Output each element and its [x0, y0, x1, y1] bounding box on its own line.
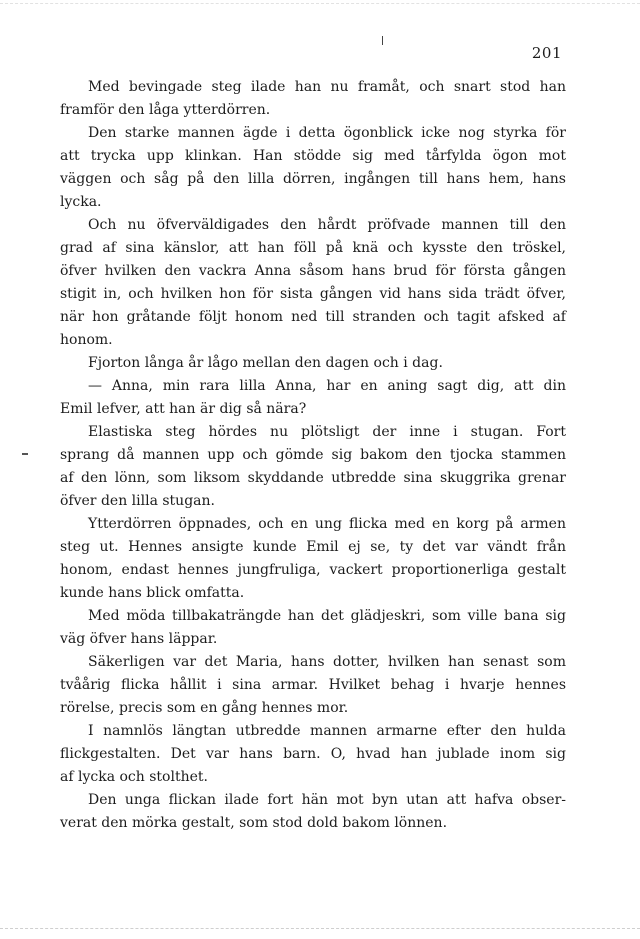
text-line: Säkerligen var det Maria, hans dotter, hvilken han senast som	[88, 654, 566, 670]
text-line: af lycka och stolthet.	[60, 769, 208, 785]
paragraph	[60, 375, 566, 421]
scan-speck	[382, 36, 383, 45]
text-line: I namnlös längtan utbredde mannen armarne efter den hulda	[88, 723, 566, 739]
text-line: Med möda tillbakaträngde han det glädjeskri, som ville bana sig	[88, 608, 566, 624]
text-line: när hon gråtande följt honom ned till stranden och tagit afsked af	[60, 309, 566, 325]
text-line: Fjorton långa år lågo mellan den dagen och i dag.	[88, 355, 443, 371]
text-line: tvåårig flicka hållit i sina armar. Hvilket behag i hvarje hennes	[60, 677, 566, 693]
text-line: verat den mörka gestalt, som stod dold bakom lönnen.	[60, 815, 448, 831]
text-line: Emil lefver, att han är dig så nära?	[60, 401, 307, 417]
paragraph	[60, 214, 566, 352]
text-line: af den lönn, som liksom skyddande utbredde sina skuggrika grenar	[60, 470, 566, 486]
paragraph	[60, 122, 566, 214]
paragraph	[60, 651, 566, 720]
text-line: kunde hans blick omfatta.	[60, 585, 245, 601]
text-line: grad af sina känslor, att han föll på knä och kysste den tröskel,	[60, 240, 566, 256]
scan-edge-bottom	[0, 928, 640, 929]
text-line: steg ut. Hennes ansigte kunde Emil ej se, ty det var vändt från	[60, 539, 566, 555]
text-line: att trycka upp klinkan. Han stödde sig med tårfylda ögon mot	[60, 148, 566, 164]
paragraph	[60, 513, 566, 605]
text-line: öfver den lilla stugan.	[60, 493, 215, 509]
paragraph	[60, 789, 566, 835]
paragraph	[60, 605, 566, 651]
text-line: stigit in, och hvilken hon för sista gången vid hans sida trädt öfver,	[60, 286, 566, 302]
paragraph	[60, 421, 566, 513]
text-line: öfver hvilken den vackra Anna såsom hans brud för första gången	[60, 263, 566, 279]
text-line: honom.	[60, 332, 113, 348]
text-line: framför den låga ytterdörren.	[60, 102, 271, 118]
text-line: honom, endast hennes jungfruliga, vackert proportionerliga gestalt	[60, 562, 566, 578]
text-line: rörelse, precis som en gång hennes mor.	[60, 700, 349, 716]
text-line: Den unga flickan ilade fort hän mot byn utan att hafva obser-	[88, 792, 566, 808]
text-line: Den starke mannen ägde i detta ögonblick icke nog styrka för	[88, 125, 566, 141]
page-number: 201	[531, 44, 562, 62]
text-line: väg öfver hans läppar.	[60, 631, 218, 647]
text-line: Elastiska steg hördes nu plötsligt der inne i stugan. Fort	[88, 424, 566, 440]
text-line: Ytterdörren öppnades, och en ung flicka med en korg på armen	[88, 516, 566, 532]
text-line: sprang då mannen upp och gömde sig bakom den tjocka stammen	[60, 447, 566, 463]
paragraph	[60, 76, 566, 122]
paragraph	[88, 352, 566, 375]
paragraph	[60, 720, 566, 789]
text-line: Och nu öfverväldigades den hårdt pröfvade mannen till den	[88, 217, 566, 233]
text-line: väggen och såg på den lilla dörren, ingången till hans hem, hans	[60, 171, 566, 187]
text-line: — Anna, min rara lilla Anna, har en aning sagt dig, att din	[88, 378, 566, 394]
scan-edge-top	[0, 3, 640, 4]
text-line: Med bevingade steg ilade han nu framåt, och snart stod han	[88, 79, 566, 95]
text-line: flickgestalten. Det var hans barn. O, hvad han jublade inom sig	[60, 746, 566, 762]
text-line: lycka.	[60, 194, 102, 210]
body-text	[60, 76, 566, 835]
margin-mark	[22, 453, 28, 455]
